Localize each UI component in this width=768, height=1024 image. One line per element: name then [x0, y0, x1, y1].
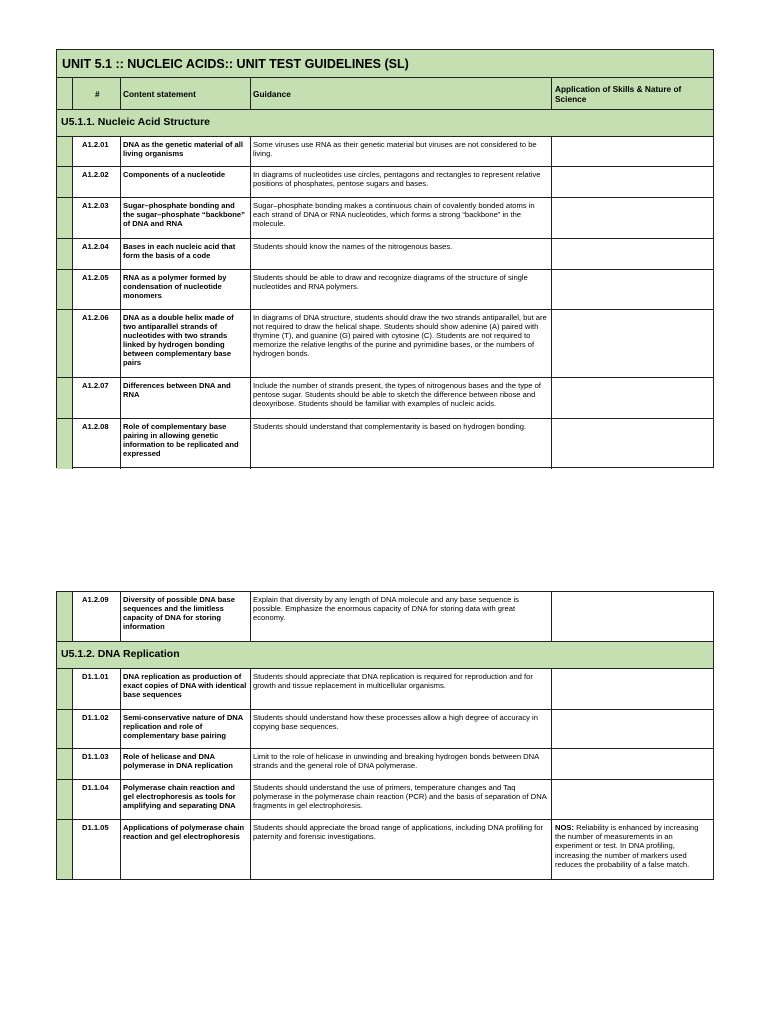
- row-content: Sugar–phosphate bonding and the sugar–phosphate “backbone” of DNA and RNA: [121, 198, 251, 238]
- row-guidance: Some viruses use RNA as their genetic material but viruses are not considered to be living.: [251, 137, 552, 166]
- row-guidance: In diagrams of DNA structure, students should draw the two strands antiparallel, but are not required to draw the helical shape. Students should show adenine (A) paired with thymine (T), and guanine (G) paired with cytosine (C). Students are not required to memorize the relative lengths of the purine and pyrimidine bases, or the numbers of hydrogen bonds.: [251, 310, 552, 377]
- row-guidance: Students should understand how these processes allow a high degree of accuracy in copying base sequences.: [251, 710, 552, 748]
- row-id: D1.1.04: [73, 780, 121, 819]
- row-content: Bases in each nucleic acid that form the basis of a code: [121, 239, 251, 269]
- row-id: D1.1.01: [73, 669, 121, 709]
- row-application: [552, 780, 713, 819]
- row-id: A1.2.04: [73, 239, 121, 269]
- row-guidance: Students should appreciate that DNA replication is required for reproduction and for growth and tissue replacement in multicellular organisms.: [251, 669, 552, 709]
- row-application: [552, 669, 713, 709]
- row-guidance: Explain that diversity by any length of DNA molecule and any base sequence is possible. Emphasize the enormous capacity of DNA for storing data with great economy.: [251, 592, 552, 641]
- row-application: [552, 167, 713, 197]
- row-content: Semi-conservative nature of DNA replication and role of complementary base pairing: [121, 710, 251, 748]
- row-id: A1.2.09: [73, 592, 121, 641]
- table-row: [57, 669, 713, 710]
- row-id: A1.2.07: [73, 378, 121, 418]
- table-row: [57, 749, 713, 780]
- row-content: Components of a nucleotide: [121, 167, 251, 197]
- row-id: A1.2.08: [73, 419, 121, 469]
- row-content: Role of complementary base pairing in allowing genetic information to be replicated and expressed: [121, 419, 251, 469]
- table-row: [57, 419, 713, 469]
- table-row: [57, 820, 713, 879]
- row-content: Polymerase chain reaction and gel electrophoresis as tools for amplifying and separating DNA: [121, 780, 251, 819]
- row-guidance: Students should appreciate the broad range of applications, including DNA profiling for paternity and forensic investigations.: [251, 820, 552, 879]
- guidelines-table-page-1: [56, 49, 714, 468]
- row-application: [552, 378, 713, 418]
- guidelines-table-page-2: [56, 591, 714, 880]
- table-row: [57, 310, 713, 378]
- row-guidance: Students should understand that complementarity is based on hydrogen bonding.: [251, 419, 552, 469]
- row-id: A1.2.05: [73, 270, 121, 309]
- row-id: D1.1.03: [73, 749, 121, 779]
- header-marker-cell: [57, 78, 73, 109]
- header-guidance: Guidance: [251, 78, 552, 109]
- section-heading-dna-replication: U5.1.2. DNA Replication: [57, 642, 713, 669]
- table-header-row: [57, 78, 713, 110]
- header-application: Application of Skills & Nature of Science: [555, 83, 682, 104]
- row-application: [552, 270, 713, 309]
- header-content: Content statement: [121, 78, 251, 109]
- row-content: DNA replication as production of exact copies of DNA with identical base sequences: [121, 669, 251, 709]
- row-guidance: In diagrams of nucleotides use circles, pentagons and rectangles to represent relative positions of phosphates, pentose sugars and bases.: [251, 167, 552, 197]
- row-id: A1.2.06: [73, 310, 121, 377]
- row-id: A1.2.03: [73, 198, 121, 238]
- table-row: [57, 239, 713, 270]
- table-row: [57, 592, 713, 642]
- unit-title: UNIT 5.1 :: NUCLEIC ACIDS:: UNIT TEST GUIDELINES (SL): [57, 50, 713, 78]
- row-application: [552, 419, 713, 469]
- row-application: [552, 239, 713, 269]
- row-content: Differences between DNA and RNA: [121, 378, 251, 418]
- table-row: [57, 378, 713, 419]
- table-row: [57, 270, 713, 310]
- row-application: [552, 137, 713, 166]
- table-row: [57, 167, 713, 198]
- row-content: Diversity of possible DNA base sequences and the limitless capacity of DNA for storing information: [121, 592, 251, 641]
- row-application: [552, 592, 713, 641]
- row-application: [552, 820, 713, 879]
- row-guidance: Students should be able to draw and recognize diagrams of the structure of single nucleotides and RNA polymers.: [251, 270, 552, 309]
- row-guidance: Sugar–phosphate bonding makes a continuous chain of covalently bonded atoms in each strand of DNA or RNA nucleotides, which forms a strong “backbone” in the molecule.: [251, 198, 552, 238]
- row-content: RNA as a polymer formed by condensation of nucleotide monomers: [121, 270, 251, 309]
- table-row: [57, 710, 713, 749]
- row-guidance: Include the number of strands present, the types of nitrogenous bases and the type of pentose sugar. Students should be able to sketch the difference between ribose and deoxyribose. Students should be familiar with examples of nucleic acids.: [251, 378, 552, 418]
- row-id: A1.2.01: [73, 137, 121, 166]
- row-guidance: Limit to the role of helicase in unwinding and breaking hydrogen bonds between DNA strands and the general role of DNA polymerase.: [251, 749, 552, 779]
- row-application: [552, 749, 713, 779]
- section-heading-nucleic-acid-structure: U5.1.1. Nucleic Acid Structure: [57, 110, 713, 137]
- row-application: [552, 310, 713, 377]
- table-row: [57, 137, 713, 167]
- row-id: D1.1.05: [73, 820, 121, 879]
- row-content: Applications of polymerase chain reaction and gel electrophoresis: [121, 820, 251, 879]
- row-guidance: Students should understand the use of primers, temperature changes and Taq polymerase in the polymerase chain reaction (PCR) and the basis of separation of DNA fragments in gel electrophoresis.: [251, 780, 552, 819]
- row-id: D1.1.02: [73, 710, 121, 748]
- row-content: Role of helicase and DNA polymerase in DNA replication: [121, 749, 251, 779]
- table-row: [57, 780, 713, 820]
- row-guidance: Students should know the names of the nitrogenous bases.: [251, 239, 552, 269]
- header-num: #: [73, 78, 121, 109]
- nos-text: Reliability is enhanced by increasing the number of measurements in an experiment or test. In DNA profiling, increasing the number of markers used reduces the probability of a false match.: [555, 823, 699, 869]
- row-application: [552, 710, 713, 748]
- row-content: DNA as the genetic material of all living organisms: [121, 137, 251, 166]
- table-row: [57, 198, 713, 239]
- nos-label: NOS:: [555, 823, 574, 832]
- row-application: [552, 198, 713, 238]
- row-content: DNA as a double helix made of two antiparallel strands of nucleotides with two strands linked by hydrogen bonding between complementary base pairs: [121, 310, 251, 377]
- row-id: A1.2.02: [73, 167, 121, 197]
